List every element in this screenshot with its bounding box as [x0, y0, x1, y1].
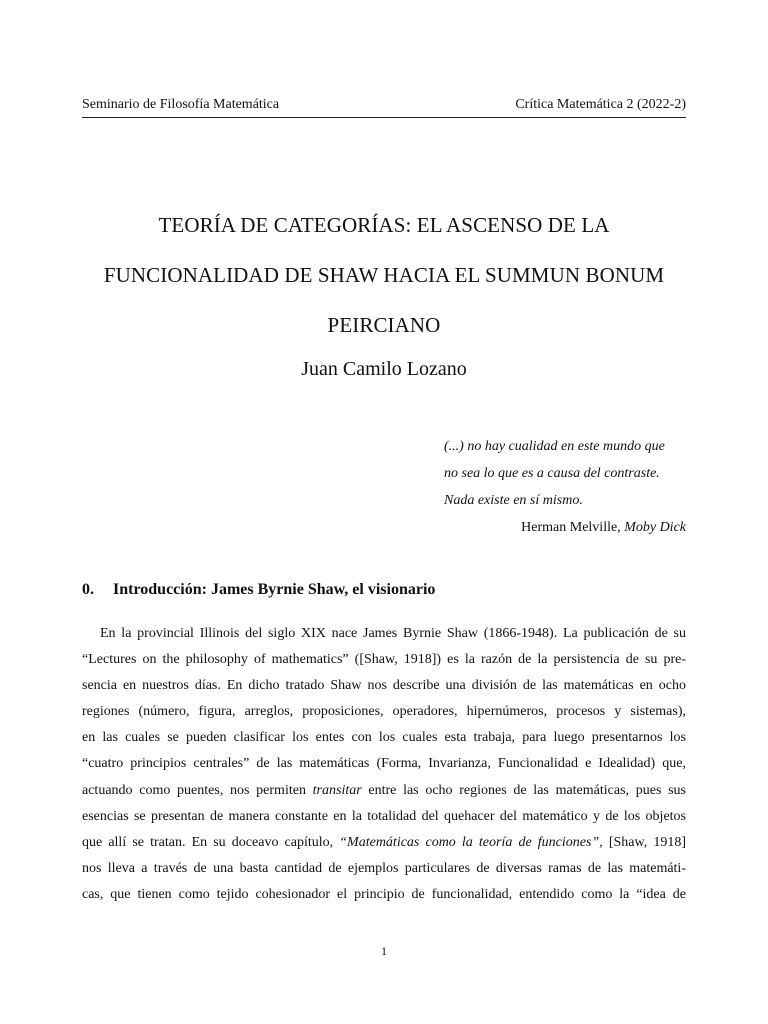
paragraph-line: “cuatro principios centrales” de las matemáticas (Forma, Invarianza, Funcionalidad e Idealidad) que, — [82, 756, 686, 772]
attribution-author: Herman Melville, — [521, 520, 625, 535]
paper-title — [60, 200, 708, 350]
section-heading — [82, 579, 686, 601]
emphasized-word: transitar — [312, 782, 362, 798]
section-title: Introducción: James Byrnie Shaw, el visionario — [113, 581, 436, 598]
paragraph-line: regiones (número, figura, arreglos, proposiciones, operadores, hipernúmeros, procesos y sistemas), — [82, 704, 686, 720]
paragraph-line: esencias se presentan de manera constante en la totalidad del quehacer del matemático y de los objetos — [82, 808, 686, 824]
line-text: que allí se tratan. En su doceavo capítulo, — [82, 834, 340, 850]
paragraph-line: en las cuales se pueden clasificar los entes con los cuales esta trabaja, para luego presentarnos los — [82, 730, 686, 746]
author-name: Juan Camilo Lozano — [301, 358, 467, 380]
paragraph-line: “Lectures on the philosophy of mathematics” ([Shaw, 1918]) es la razón de la persistencia de su pre- — [82, 652, 686, 668]
epigraph-line: Nada existe en sí mismo. — [444, 493, 583, 508]
epigraph-line: no sea lo que es a causa del contraste. — [444, 466, 660, 481]
paragraph-line: nos lleva a través de una basta cantidad de ejemplos particulares de diversas ramas de las matemáti- — [82, 860, 686, 876]
epigraph-line: (...) no hay cualidad en este mundo que — [444, 439, 665, 454]
line-text: , [Shaw, 1918] — [599, 834, 686, 850]
title-line: FUNCIONALIDAD DE SHAW HACIA EL SUMMUN BONUM — [103, 263, 665, 287]
paragraph-line: sencia en nuestros días. En dicho tratado Shaw nos describe una división de las matemáticas en ocho — [82, 678, 686, 694]
line-text: entre las ocho regiones de las matemáticas, pues sus — [361, 782, 687, 798]
header-seminar-name: Seminario de Filosofía Matemática — [82, 97, 280, 112]
chapter-title-quote: “Matemáticas como la teoría de funciones” — [339, 834, 600, 850]
header-journal-issue: Crítica Matemática 2 (2022-2) — [515, 97, 686, 112]
attribution-work: Moby Dick — [624, 520, 686, 535]
epigraph — [444, 433, 686, 541]
line-text: actuando como puentes, nos permiten — [82, 782, 313, 798]
section-number: 0. — [82, 581, 94, 598]
page-number: 1 — [381, 944, 387, 958]
paragraph-line: cas, que tienen como tejido cohesionador el principio de funcionalidad, entendido como la “idea de — [82, 886, 686, 902]
body-paragraph — [82, 621, 686, 908]
paragraph-line — [82, 830, 686, 856]
epigraph-attribution — [444, 514, 686, 541]
paragraph-line — [82, 778, 686, 804]
paragraph-line: En la provincial Illinois del siglo XIX nace James Byrnie Shaw (1866-1948). La publicación de su — [100, 626, 686, 641]
running-header — [82, 96, 686, 118]
title-line: TEORÍA DE CATEGORÍAS: EL ASCENSO DE LA — [158, 213, 610, 237]
title-line: PEIRCIANO — [327, 313, 441, 337]
